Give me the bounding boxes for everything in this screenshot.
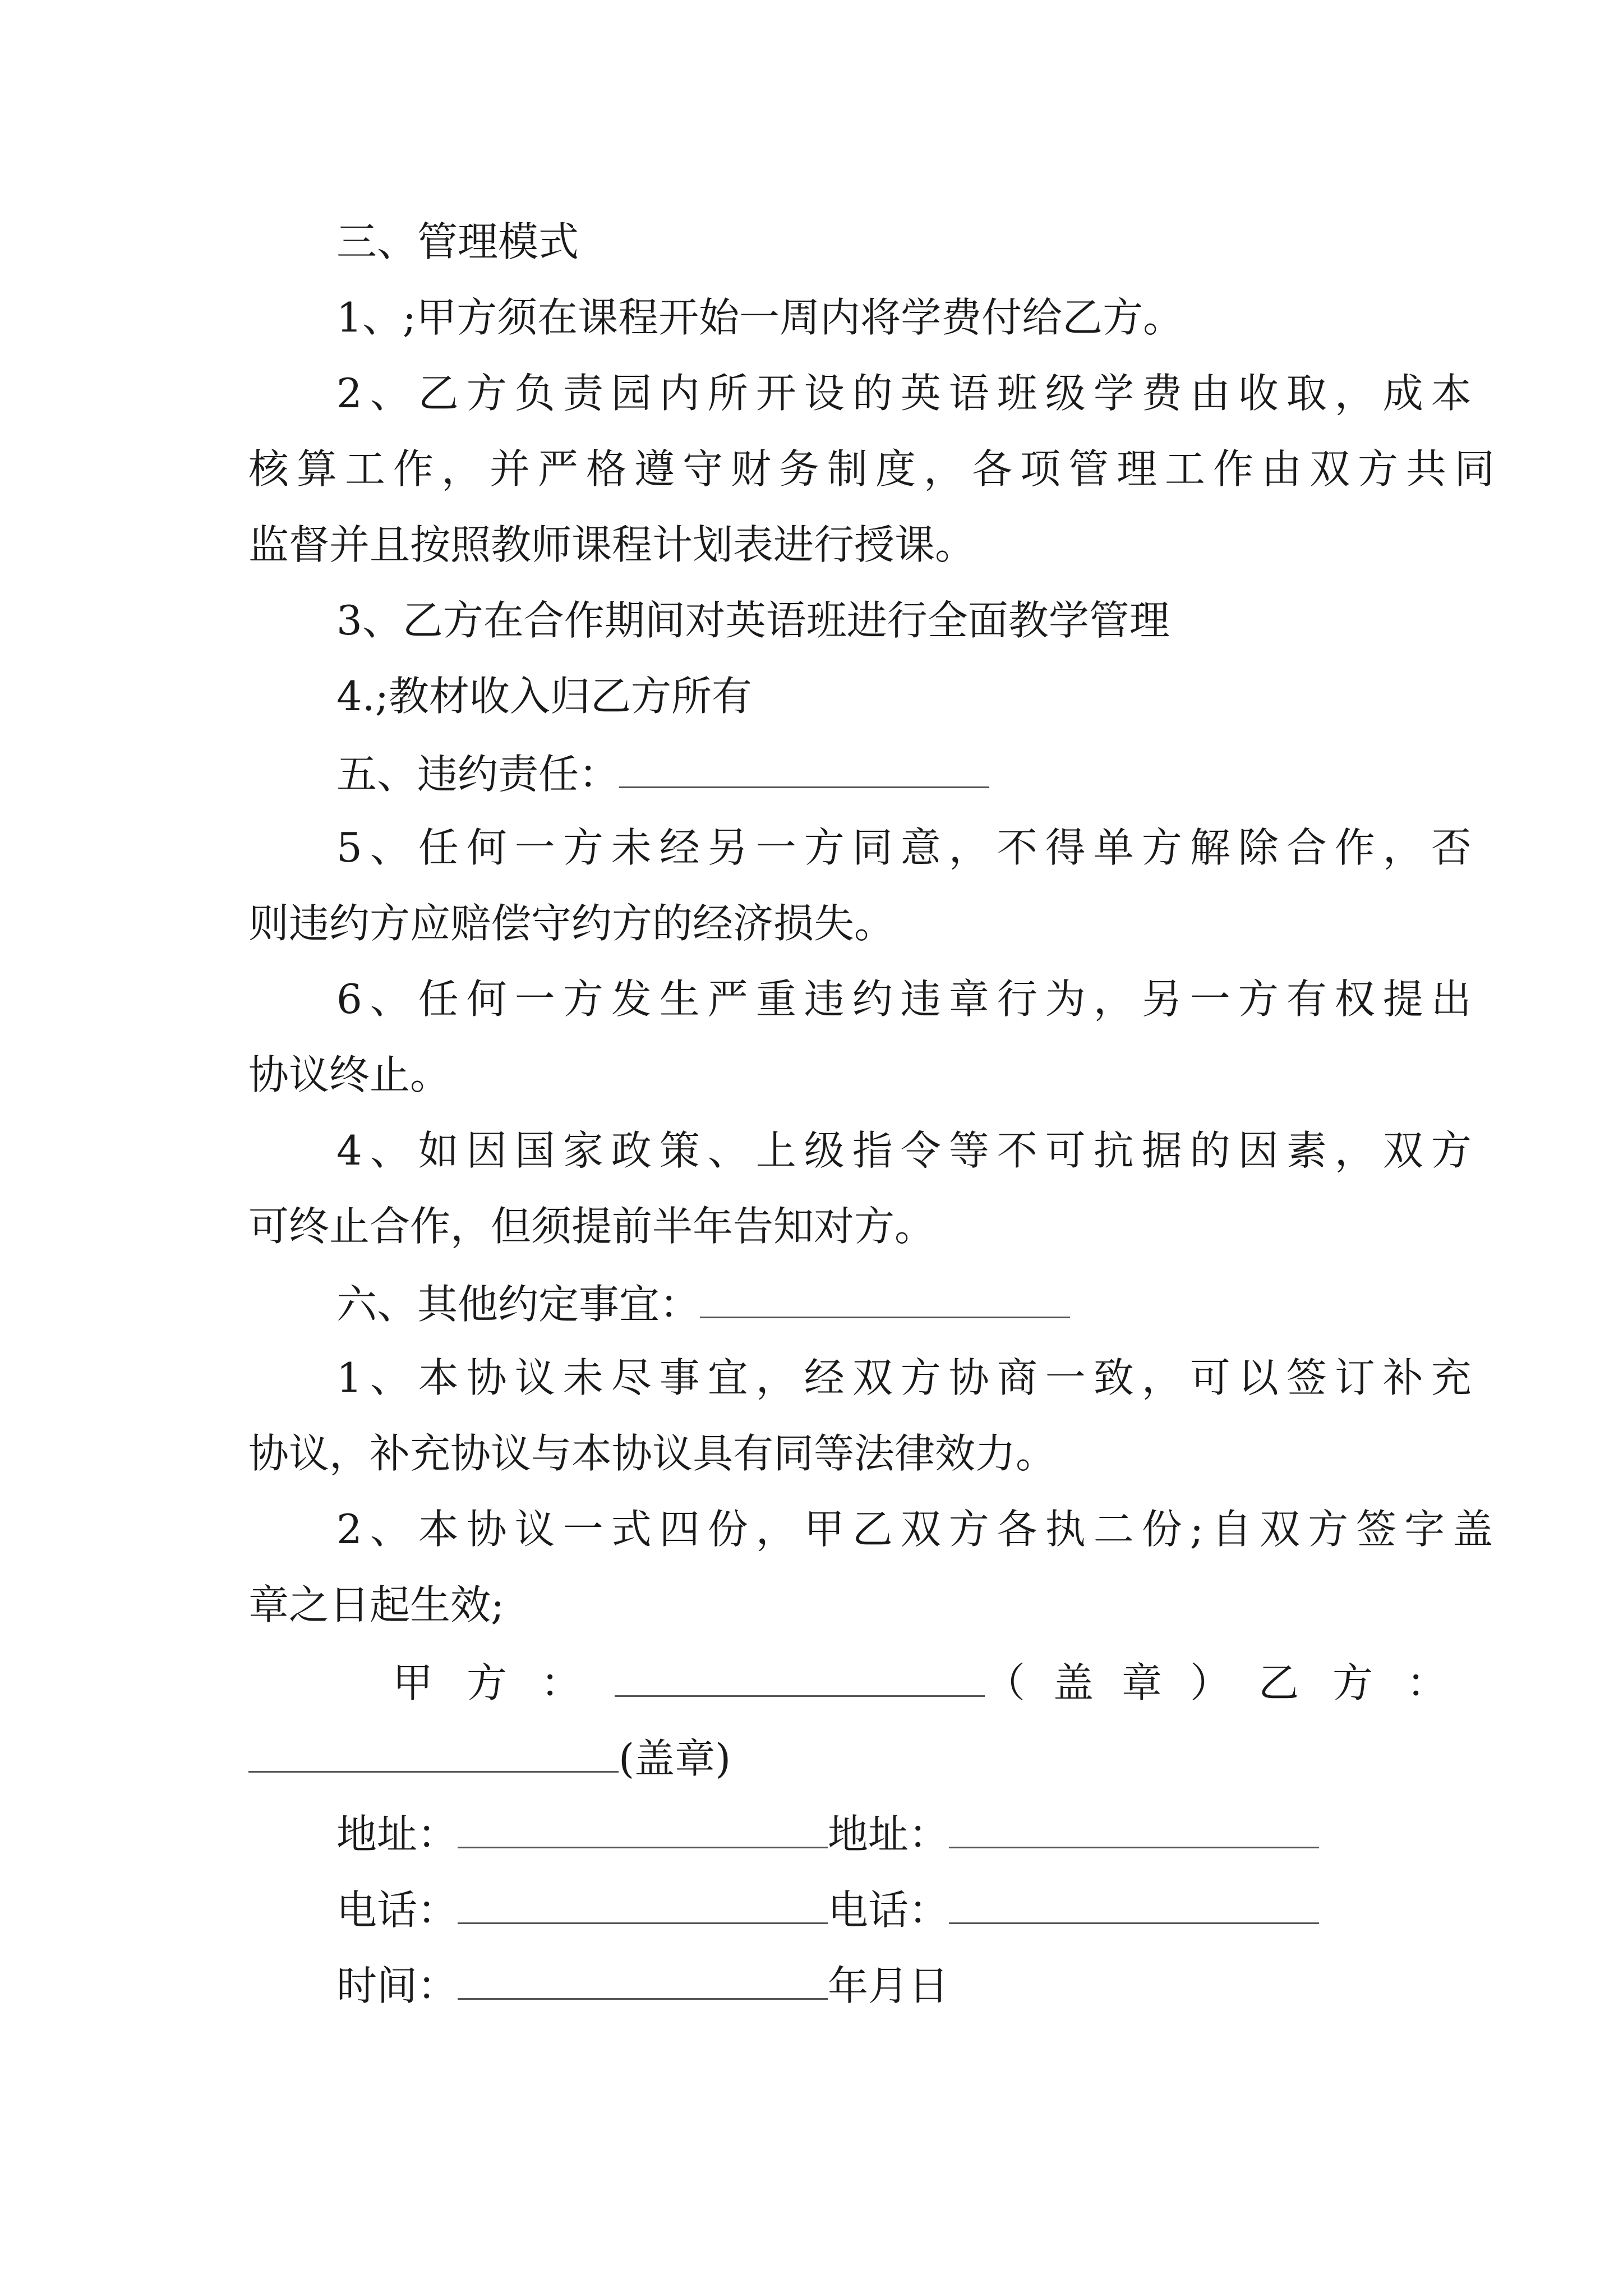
seal-label: （盖章） <box>985 1659 1259 1706</box>
signature-row-time <box>336 1962 1464 2009</box>
clause-line: 6、任何一方发生严重违约违章行为，另一方有权提出 <box>336 976 1479 1023</box>
clause-line: 协议，补充协议与本协议具有同等法律效力。 <box>248 1430 1057 1477</box>
clause-line: 则违约方应赔偿守约方的经济损失。 <box>248 900 895 947</box>
signature-row-phone <box>336 1887 1464 1934</box>
section-heading-management: 三、管理模式 <box>336 218 579 265</box>
party-a-label: 甲方： <box>393 1659 615 1706</box>
clause-line: 1、;甲方须在课程开始一周内将学费付给乙方。 <box>336 294 1184 341</box>
address-a-blank[interactable] <box>458 1812 828 1848</box>
section-heading-liability: 五、违约责任： <box>336 752 1464 794</box>
clause-line: 监督并且按照教师课程计划表进行授课。 <box>248 521 976 568</box>
date-suffix: 年月日 <box>828 1962 949 2009</box>
party-a-blank[interactable] <box>615 1660 985 1697</box>
time-label: 时间： <box>336 1962 458 2009</box>
phone-a-blank[interactable] <box>458 1888 828 1924</box>
clause-line: 章之日起生效; <box>248 1581 505 1628</box>
clause-line: 4、如因国家政策、上级指令等不可抗据的因素，双方 <box>336 1127 1479 1174</box>
clause-line: 1、本协议未尽事宜，经双方协商一致，可以签订补充 <box>336 1354 1479 1401</box>
clause-line: 5、任何一方未经另一方同意，不得单方解除合作，否 <box>336 824 1479 871</box>
address-b-blank[interactable] <box>949 1812 1319 1848</box>
section-heading-other: 六、其他约定事宜： <box>336 1282 1464 1324</box>
clause-line: 核算工作，并严格遵守财务制度，各项管理工作由双方共同 <box>248 445 1503 493</box>
address-a-label: 地址： <box>336 1811 458 1858</box>
clause-line: 可终止合作，但须提前半年告知对方。 <box>248 1203 935 1250</box>
phone-b-blank[interactable] <box>949 1888 1319 1924</box>
fill-in-blank[interactable] <box>700 1282 1070 1318</box>
clause-line: 协议终止。 <box>248 1051 451 1098</box>
seal-label: (盖章) <box>619 1735 731 1782</box>
clause-line: 2、乙方负责园内所开设的英语班级学费由收取，成本 <box>336 370 1479 417</box>
time-blank[interactable] <box>458 1963 828 2000</box>
fill-in-blank[interactable] <box>619 752 989 788</box>
phone-a-label: 电话： <box>336 1887 458 1934</box>
party-b-blank[interactable] <box>248 1736 619 1773</box>
clause-line: 4.;教材收入归乙方所有 <box>336 673 752 720</box>
party-b-label: 乙方： <box>1258 1659 1481 1706</box>
signature-row-parties <box>393 1659 1481 1706</box>
address-b-label: 地址： <box>828 1811 949 1858</box>
signature-row-seal <box>248 1735 1376 1782</box>
clause-line: 2、本协议一式四份，甲乙双方各执二份;自双方签字盖 <box>336 1506 1501 1553</box>
phone-b-label: 电话： <box>828 1887 949 1934</box>
signature-row-address <box>336 1811 1464 1858</box>
clause-line: 3、乙方在合作期间对英语班进行全面教学管理 <box>336 597 1170 644</box>
